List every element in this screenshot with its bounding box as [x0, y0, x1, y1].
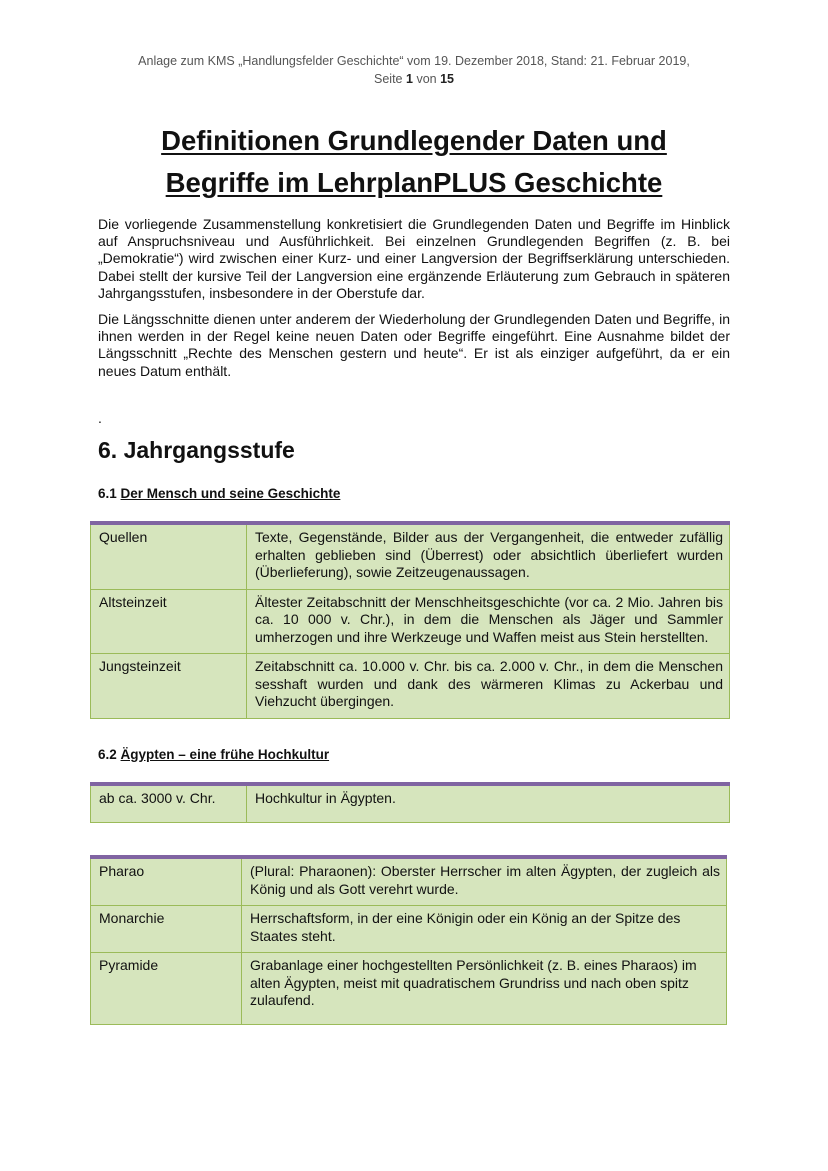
definition-cell: Texte, Gegenstände, Bilder aus der Vergangenheit, die entweder zufällig erhalten geblieben sind (Überrest) oder absichtlich überliefert wurden (Überlieferung), sowie Zeitzeugenaussagen.	[247, 523, 730, 589]
table-row	[91, 857, 727, 906]
term-cell: Monarchie	[91, 906, 242, 953]
subsection-number: 6.1	[98, 486, 117, 501]
section-title: 6. Jahrgangsstufe	[98, 437, 295, 463]
definition-cell: Zeitabschnitt ca. 10.000 v. Chr. bis ca. 2.000 v. Chr., in dem die Menschen sesshaft wurden und dank des wärmeren Klimas zu Ackerbau und Viehzucht übergingen.	[247, 654, 730, 719]
definition-cell: (Plural: Pharaonen): Oberster Herrscher im alten Ägypten, der zugleich als König und als Gott verehrt wurde.	[242, 857, 727, 906]
event-cell: Hochkultur in Ägypten.	[247, 784, 730, 822]
title-line-2: Begriffe im LehrplanPLUS Geschichte	[165, 167, 663, 198]
intro-paragraph-2: Die Längsschnitte dienen unter anderem der Wiederholung der Grundlegenden Daten und Begriffe, in ihnen werden in der Regel keine neuen Daten oder Begriffe eingeführt. Eine Ausnahme bildet der Längsschnitt „Rechte des Menschen gestern und heute“. Er ist als einziger aufgeführt, da er ein neues Datum enthält.	[98, 311, 730, 379]
header-line: Anlage zum KMS „Handlungsfelder Geschichte“ vom 19. Dezember 2018, Stand: 21. Februar 2019,	[138, 54, 690, 68]
term-cell: Pyramide	[91, 953, 242, 1025]
page-total: 15	[440, 72, 454, 86]
intro-paragraph-1: Die vorliegende Zusammenstellung konkretisiert die Grundlegenden Daten und Begriffe im Hinblick auf Anspruchsniveau und Ausführlichkeit. Bei einzelnen Grundlegenden Begriffen (z. B. bei „Demokratie“) wird zwischen einer Kurz- und einer Langversion der Begriffserklärung unterschieden. Dabei stellt der kursive Teil der Langversion eine ergänzende Erläuterung zum Gebrauch in späteren Jahrgangsstufen, insbesondere in der Oberstufe dar.	[98, 216, 730, 301]
term-cell: Altsteinzeit	[91, 589, 247, 654]
table-row	[91, 784, 730, 822]
subsection-heading-6-1	[98, 485, 340, 503]
table-row	[91, 589, 730, 654]
definition-cell: Ältester Zeitabschnitt der Menschheitsgeschichte (vor ca. 2 Mio. Jahren bis ca. 10 000 v. Chr.), in dem die Menschen als Jäger und Sammler umherzogen und ihre Werkzeuge und Waffen meist aus Stein herstellten.	[247, 589, 730, 654]
subsection-heading-6-2	[98, 746, 329, 764]
table-row	[91, 654, 730, 719]
subsection-title: Der Mensch und seine Geschichte	[120, 486, 341, 501]
table-row	[91, 523, 730, 589]
page-number	[0, 70, 828, 88]
stray-dot: .	[98, 410, 102, 426]
page-header	[0, 52, 828, 88]
subsection-title: Ägypten – eine frühe Hochkultur	[120, 747, 330, 762]
table-row	[91, 953, 727, 1025]
definition-table-6-1	[90, 521, 730, 719]
page-prefix: Seite	[374, 72, 403, 86]
definition-cell: Herrschaftsform, in der eine Königin oder ein König an der Spitze des Staates steht.	[242, 906, 727, 953]
page-sep: von	[416, 72, 437, 86]
term-cell: Jungsteinzeit	[91, 654, 247, 719]
document-title	[60, 120, 768, 204]
date-cell: ab ca. 3000 v. Chr.	[91, 784, 247, 822]
title-line-1: Definitionen Grundlegender Daten und	[161, 125, 667, 156]
page-current: 1	[406, 72, 413, 86]
subsection-number: 6.2	[98, 747, 117, 762]
table-row	[91, 906, 727, 953]
intro-text	[98, 216, 730, 389]
dates-table-6-2	[90, 782, 730, 823]
definition-cell: Grabanlage einer hochgestellten Persönlichkeit (z. B. eines Pharaos) im alten Ägypten, meist mit quadratischem Grundriss und nach oben spitz zulaufend.	[242, 953, 727, 1025]
definition-table-6-2	[90, 855, 727, 1025]
term-cell: Pharao	[91, 857, 242, 906]
term-cell: Quellen	[91, 523, 247, 589]
